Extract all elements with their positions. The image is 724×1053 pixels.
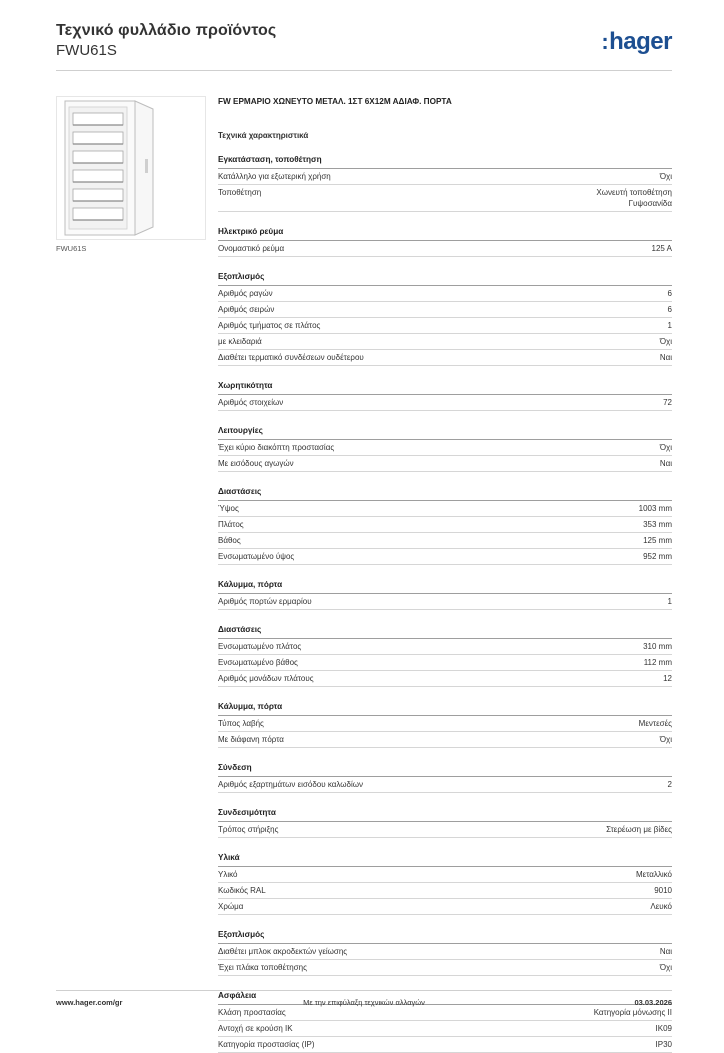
spec-row	[218, 286, 672, 302]
spec-row	[218, 883, 672, 899]
spec-row	[218, 716, 672, 732]
spec-label: Κατηγορία προστασίας (IP)	[218, 1040, 315, 1049]
spec-value: IK09	[655, 1024, 672, 1033]
spec-section	[218, 579, 672, 610]
spec-label: Ονομαστικό ρεύμα	[218, 244, 285, 253]
spec-label: Αριθμός ραγών	[218, 289, 273, 298]
section-title: Συνδεσιμότητα	[218, 807, 672, 822]
spec-label: Κλάση προστασίας	[218, 1008, 286, 1017]
spec-label: Ενσωματωμένο ύψος	[218, 552, 295, 561]
spec-label: Ενσωματωμένο βάθος	[218, 658, 298, 667]
spec-label: Ύψος	[218, 504, 239, 513]
spec-row	[218, 185, 672, 212]
spec-value: Όχι	[659, 337, 672, 346]
document-title: Τεχνικό φυλλάδιο προϊόντος	[56, 22, 277, 39]
spec-label: Αριθμός τμήματος σε πλάτος	[218, 321, 321, 330]
page-header	[56, 22, 276, 59]
header-divider	[56, 70, 672, 71]
spec-row	[218, 350, 672, 366]
spec-row	[218, 1005, 672, 1021]
section-title: Εξοπλισμός	[218, 929, 672, 944]
spec-value: Όχι	[659, 735, 672, 744]
spec-row	[218, 549, 672, 565]
spec-label: Τοποθέτηση	[218, 188, 262, 197]
spec-row	[218, 899, 672, 915]
product-name: FW ΕΡΜΑΡΙΟ ΧΩΝΕΥΤΟ ΜΕΤΑΛ. 1ΣΤ 6Χ12Μ ΑΔΙΑΦ. ΠΟΡΤΑ	[218, 97, 452, 106]
spec-row	[218, 1021, 672, 1037]
image-caption: FWU61S	[56, 244, 87, 253]
spec-row	[218, 517, 672, 533]
spec-label: Κωδικός RAL	[218, 886, 266, 895]
spec-label: Αριθμός πορτών ερμαρίου	[218, 597, 312, 606]
spec-value: Μεντεσές	[638, 719, 672, 728]
spec-value: Ναι	[659, 353, 672, 362]
spec-section	[218, 380, 672, 411]
spec-row	[218, 777, 672, 793]
section-title: Χωρητικότητα	[218, 380, 672, 395]
spec-section	[218, 271, 672, 366]
spec-label: Αριθμός εξαρτημάτων εισόδου καλωδίων	[218, 780, 363, 789]
spec-label: Έχει πλάκα τοποθέτησης	[218, 963, 307, 972]
footer-divider	[56, 990, 672, 991]
spec-section	[218, 929, 672, 976]
product-code: FWU61S	[56, 42, 117, 59]
section-title: Εγκατάσταση, τοποθέτηση	[218, 154, 672, 169]
spec-label: Χρώμα	[218, 902, 244, 911]
hager-logo	[601, 28, 672, 56]
spec-sections	[218, 154, 672, 1053]
spec-value: 310 mm	[643, 642, 672, 651]
spec-row	[218, 867, 672, 883]
spec-label: Αριθμός μονάδων πλάτους	[218, 674, 314, 683]
spec-value: Όχι	[659, 172, 672, 181]
spec-value: Κατηγορία μόνωσης II	[593, 1008, 672, 1017]
spec-row	[218, 395, 672, 411]
spec-row	[218, 732, 672, 748]
spec-label: Αριθμός σειρών	[218, 305, 275, 314]
section-title: Διαστάσεις	[218, 486, 672, 501]
spec-section	[218, 624, 672, 687]
spec-value: 6	[667, 289, 672, 298]
spec-label: Βάθος	[218, 536, 241, 545]
spec-row	[218, 639, 672, 655]
spec-row	[218, 440, 672, 456]
spec-section	[218, 852, 672, 915]
footer-website[interactable]: www.hager.com/gr	[56, 998, 123, 1007]
section-title: Λειτουργίες	[218, 425, 672, 440]
spec-row	[218, 671, 672, 687]
spec-row	[218, 241, 672, 257]
specification-content	[218, 96, 672, 1053]
spec-section	[218, 154, 672, 212]
spec-row	[218, 594, 672, 610]
spec-row	[218, 456, 672, 472]
spec-row	[218, 1037, 672, 1053]
spec-value: 952 mm	[643, 552, 672, 561]
spec-value: 125 mm	[643, 536, 672, 545]
spec-row	[218, 169, 672, 185]
spec-value: Ναι	[659, 947, 672, 956]
spec-label: Αριθμός στοιχείων	[218, 398, 284, 407]
spec-label: Έχει κύριο διακόπτη προστασίας	[218, 443, 335, 452]
spec-label: Υλικό	[218, 870, 238, 879]
footer-date: 03.03.2026	[634, 998, 672, 1007]
spec-label: Διαθέτει μπλοκ ακροδεκτών γείωσης	[218, 947, 348, 956]
section-title: Εξοπλισμός	[218, 271, 672, 286]
section-title: Υλικά	[218, 852, 672, 867]
logo-text: hager	[609, 28, 672, 55]
spec-value: 2	[667, 780, 672, 789]
spec-value: 9010	[654, 886, 672, 895]
spec-value: Χωνευτή τοποθέτηση Γυψοσανίδα	[596, 188, 672, 208]
spec-row	[218, 302, 672, 318]
spec-value: 6	[667, 305, 672, 314]
spec-row	[218, 533, 672, 549]
spec-value: 12	[663, 674, 672, 683]
spec-row	[218, 334, 672, 350]
technical-heading: Τεχνικά χαρακτηριστικά	[218, 131, 309, 140]
spec-row	[218, 318, 672, 334]
footer-notice: Με την επιφύλαξη τεχνικών αλλαγών	[303, 998, 425, 1007]
section-title: Κάλυμμα, πόρτα	[218, 701, 672, 716]
spec-label: Τύπος λαβής	[218, 719, 264, 728]
spec-value: 1003 mm	[638, 504, 672, 513]
spec-label: με κλειδαριά	[218, 337, 262, 346]
spec-value: 112 mm	[643, 658, 672, 667]
spec-value: Στερέωση με βίδες	[606, 825, 672, 834]
spec-value: 1	[667, 321, 672, 330]
logo-colon: :	[601, 29, 609, 54]
spec-label: Διαθέτει τερματικό συνδέσεων ουδέτερου	[218, 353, 364, 362]
spec-value: Λευκό	[650, 902, 672, 911]
spec-row	[218, 655, 672, 671]
spec-label: Πλάτος	[218, 520, 244, 529]
spec-value: Όχι	[659, 443, 672, 452]
spec-value: Όχι	[659, 963, 672, 972]
spec-label: Ενσωματωμένο πλάτος	[218, 642, 302, 651]
section-title: Διαστάσεις	[218, 624, 672, 639]
spec-label: Με διάφανη πόρτα	[218, 735, 284, 744]
spec-value: 125 A	[651, 244, 672, 253]
spec-row	[218, 960, 672, 976]
spec-value: 353 mm	[643, 520, 672, 529]
spec-section	[218, 807, 672, 838]
spec-label: Αντοχή σε κρούση IK	[218, 1024, 293, 1033]
spec-value: IP30	[655, 1040, 672, 1049]
section-title: Σύνδεση	[218, 762, 672, 777]
spec-value: 72	[663, 398, 672, 407]
spec-section	[218, 762, 672, 793]
spec-value: Μεταλλικό	[635, 870, 672, 879]
section-title: Ασφάλεια	[218, 990, 672, 1005]
spec-value: Ναι	[659, 459, 672, 468]
spec-section	[218, 486, 672, 565]
section-title: Κάλυμμα, πόρτα	[218, 579, 672, 594]
spec-section	[218, 701, 672, 748]
spec-value: 1	[667, 597, 672, 606]
spec-row	[218, 944, 672, 960]
section-title: Ηλεκτρικό ρεύμα	[218, 226, 672, 241]
spec-row	[218, 501, 672, 517]
spec-label: Με εισόδους αγωγών	[218, 459, 294, 468]
spec-row	[218, 822, 672, 838]
spec-label: Τρόπος στήριξης	[218, 825, 279, 834]
product-image	[56, 96, 206, 240]
enclosure-illustration	[57, 97, 205, 239]
spec-label: Κατάλληλο για εξωτερική χρήση	[218, 172, 331, 181]
spec-section	[218, 425, 672, 472]
spec-section	[218, 226, 672, 257]
